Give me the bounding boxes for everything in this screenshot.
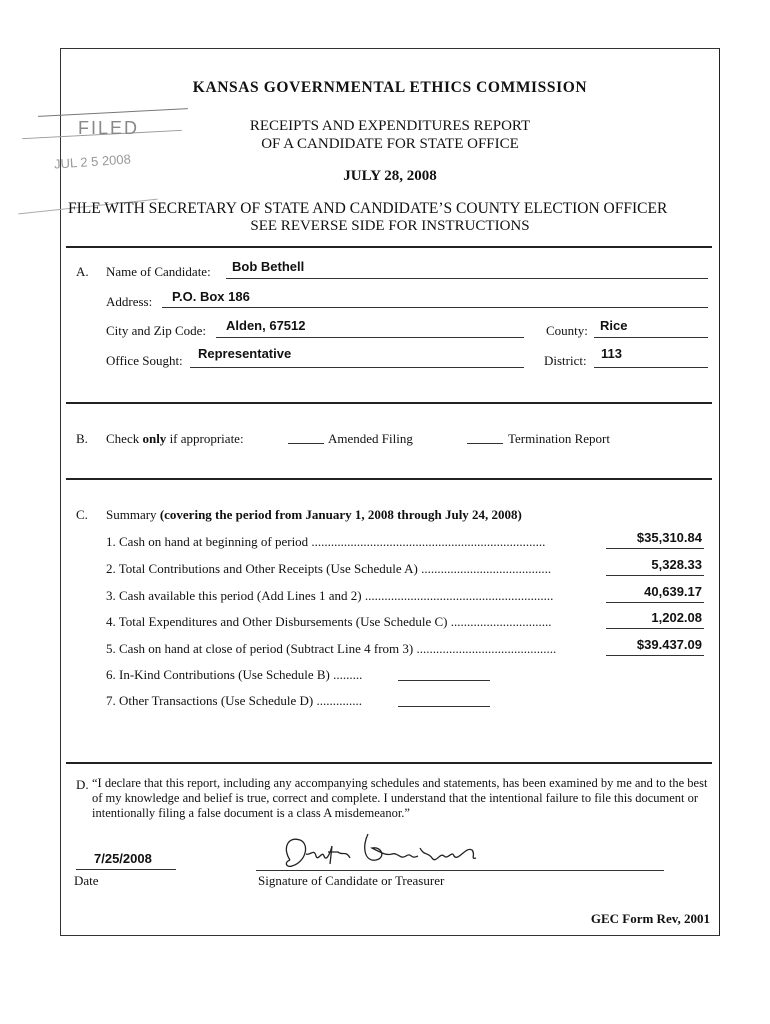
date-label: Date: [74, 873, 99, 888]
county-line: [594, 337, 708, 338]
summary-line-1: 1. Cash on hand at beginning of period ........................................................................: [106, 534, 546, 549]
section-c-letter: C.: [76, 507, 88, 522]
file-with-notice: FILE WITH SECRETARY OF STATE AND CANDIDATE’S COUNTY ELECTION OFFICER: [68, 200, 668, 217]
summary-amount-line-1: [606, 548, 704, 549]
city-zip-value[interactable]: Alden, 67512: [226, 318, 306, 333]
section-a-letter: A.: [76, 264, 89, 279]
candidate-name-value[interactable]: Bob Bethell: [232, 259, 305, 274]
termination-report-checkbox[interactable]: [467, 443, 503, 444]
section-b-letter: B.: [76, 431, 88, 446]
address-value[interactable]: P.O. Box 186: [172, 289, 250, 304]
summary-amount-line-6[interactable]: [398, 680, 490, 681]
summary-amount-line-4: [606, 628, 704, 629]
form-revision: GEC Form Rev, 2001: [590, 911, 710, 926]
summary-line-7: 7. Other Transactions (Use Schedule D) ..............: [106, 693, 362, 708]
report-subtitle-2: OF A CANDIDATE FOR STATE OFFICE: [261, 136, 519, 152]
county-label: County:: [546, 323, 588, 338]
declaration-text: “I declare that this report, including any accompanying schedules and statements, has been examined by me and to the best of my knowledge and belief is true, correct and complete. I understand that the intentional failure to file this document or intentionally filing a false document is a class A misdemeanor.”: [92, 776, 708, 820]
date-line: [76, 869, 176, 870]
summary-amount-5[interactable]: $39.437.09: [636, 637, 702, 652]
summary-line-2: 2. Total Contributions and Other Receipts (Use Schedule A) ........................................: [106, 561, 552, 576]
summary-amount-line-2: [606, 575, 704, 576]
check-instruction: [106, 431, 244, 447]
handwritten-signature: [276, 826, 496, 876]
check-label-post: if appropriate:: [169, 431, 244, 446]
candidate-name-label: Name of Candidate:: [106, 264, 211, 279]
check-label-bold: only: [142, 431, 167, 446]
termination-report-label: Termination Report: [508, 431, 610, 446]
office-sought-line: [190, 367, 524, 368]
city-zip-line: [216, 337, 524, 338]
summary-amount-line-7[interactable]: [398, 706, 490, 707]
report-subtitle-1: RECEIPTS AND EXPENDITURES REPORT: [249, 118, 531, 134]
signature-line[interactable]: [256, 870, 664, 871]
check-label-pre: Check: [106, 431, 140, 446]
amended-filing-label: Amended Filing: [328, 431, 413, 446]
signature-date-value[interactable]: 7/25/2008: [94, 851, 152, 866]
divider: [66, 762, 712, 764]
instructions-notice: SEE REVERSE SIDE FOR INSTRUCTIONS: [250, 218, 530, 234]
stamp-filed-text: FILED: [78, 118, 140, 138]
summary-amount-line-3: [606, 602, 704, 603]
summary-line-6: 6. In-Kind Contributions (Use Schedule B) .........: [106, 667, 363, 682]
summary-amount-4[interactable]: 1,202.08: [651, 610, 702, 625]
district-value[interactable]: 113: [601, 346, 622, 361]
summary-label: Summary: [106, 507, 157, 522]
address-line: [162, 307, 708, 308]
summary-amount-line-5: [606, 655, 704, 656]
candidate-name-line: [226, 278, 708, 279]
summary-amount-3[interactable]: 40,639.17: [644, 584, 702, 599]
divider: [66, 402, 712, 404]
district-line: [594, 367, 708, 368]
divider: [66, 246, 712, 248]
section-d-letter: D.: [76, 777, 89, 792]
office-sought-label: Office Sought:: [106, 353, 183, 368]
signature-label: Signature of Candidate or Treasurer: [258, 873, 445, 888]
form-title: KANSAS GOVERNMENTAL ETHICS COMMISSION: [192, 79, 588, 96]
office-sought-value[interactable]: Representative: [198, 346, 292, 361]
amended-filing-checkbox[interactable]: [288, 443, 324, 444]
summary-period: (covering the period from January 1, 2008 through July 24, 2008): [159, 507, 522, 522]
divider: [66, 478, 712, 480]
city-zip-label: City and Zip Code:: [106, 323, 207, 338]
summary-amount-1[interactable]: $35,310.84: [636, 530, 702, 545]
summary-line-4: 4. Total Expenditures and Other Disbursements (Use Schedule C) ...............................: [106, 614, 552, 629]
report-date: JULY 28, 2008: [343, 168, 437, 184]
summary-heading: [106, 507, 522, 523]
stamp-date-text: JUL 2 5 2008: [53, 151, 132, 172]
county-value[interactable]: Rice: [600, 318, 628, 333]
summary-line-5: 5. Cash on hand at close of period (Subtract Line 4 from 3) ...........................................: [106, 641, 557, 656]
district-label: District:: [544, 353, 587, 368]
address-label: Address:: [106, 294, 153, 309]
summary-line-3: 3. Cash available this period (Add Lines 1 and 2) ..........................................................: [106, 588, 554, 603]
summary-amount-2[interactable]: 5,328.33: [651, 557, 702, 572]
